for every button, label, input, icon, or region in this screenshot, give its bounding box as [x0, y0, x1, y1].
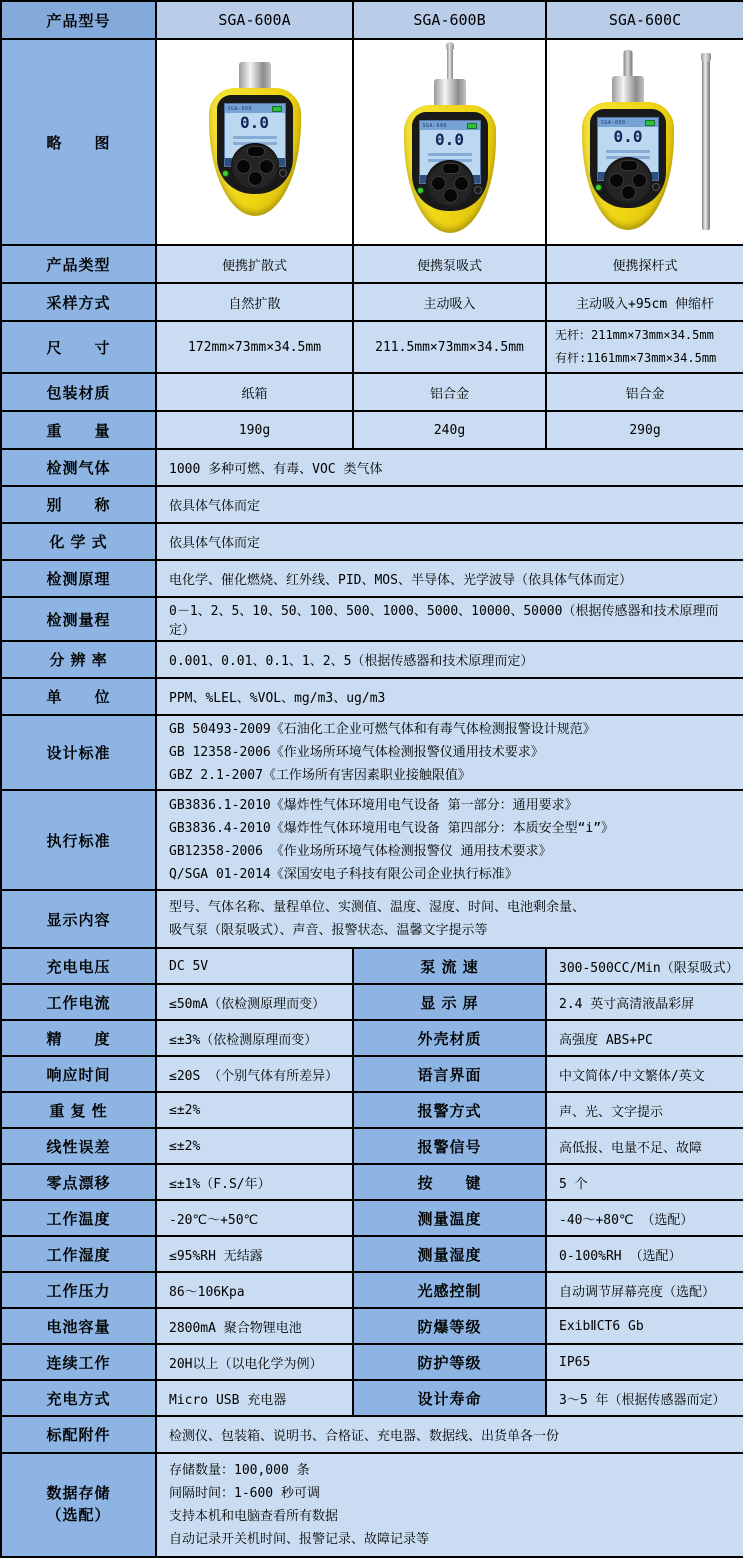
model-c-header: SGA-600C [546, 1, 743, 39]
screen-titlebar [420, 121, 480, 130]
battery-icon [467, 123, 477, 129]
data-storage-value [156, 1453, 743, 1557]
model-a-header: SGA-600A [156, 1, 353, 39]
linearity-error-value: ≤±2% [156, 1128, 353, 1164]
power-led [596, 185, 601, 190]
screen-title: SGA-600 [601, 119, 626, 126]
screen-textline [428, 153, 472, 156]
device-face [412, 112, 488, 211]
spec-pair-row [1, 1236, 743, 1272]
sampling-a: 自然扩散 [156, 283, 353, 321]
screen-reading: 0.0 [435, 130, 464, 149]
spec-pair-row [1, 1128, 743, 1164]
row-label: 化 学 式 [1, 523, 156, 560]
spec-pair-row [1, 1308, 743, 1344]
weight-row [1, 411, 743, 449]
row-label: 工作温度 [1, 1200, 156, 1236]
standard-line: GB12358-2006 《作业场所环境气体检测报警仪 通用技术要求》 [169, 844, 552, 859]
device-image-sga-600b [402, 41, 498, 233]
row-label: 检测原理 [1, 560, 156, 597]
alias-row [1, 486, 743, 523]
protection-grade-value: IP65 [546, 1344, 743, 1380]
display-line: 吸气泵（限泵吸式）、声音、报警状态、温馨文字提示等 [169, 923, 488, 938]
left-button [236, 159, 251, 174]
gas-value: 1000 多种可燃、有毒、VOC 类气体 [156, 449, 743, 486]
device-image-sga-600a [207, 58, 303, 216]
display-line: 型号、气体名称、量程单位、实测值、温度、湿度、时间、电池剩余量、 [169, 900, 586, 915]
display-screen-value: 2.4 英寸高清液晶彩屏 [546, 984, 743, 1020]
enter-button [248, 171, 263, 186]
row-label: 别 称 [1, 486, 156, 523]
power-button-icon [652, 183, 660, 191]
spec-pair-row [1, 1380, 743, 1416]
dimensions-c [546, 321, 743, 373]
storage-line: 存储数量：100,000 条 [169, 1463, 310, 1478]
storage-line: 支持本机和电脑查看所有数据 [169, 1509, 339, 1524]
device-face [217, 95, 293, 194]
spec-pair-row [1, 984, 743, 1020]
range-value: 0－1、2、5、10、50、100、500、1000、5000、10000、50000（根据传感器和技术原理而定） [156, 597, 743, 641]
row-label: 泵 流 速 [353, 948, 546, 984]
formula-row [1, 523, 743, 560]
accuracy-value: ≤±3%（依检测原理而变） [156, 1020, 353, 1056]
spec-pair-row [1, 1092, 743, 1128]
model-b-header: SGA-600B [353, 1, 546, 39]
standard-line: GBZ 2.1-2007《工作场所有害因素职业接触限值》 [169, 768, 471, 783]
sampling-c: 主动吸入+95cm 伸缩杆 [546, 283, 743, 321]
row-label: 精 度 [1, 1020, 156, 1056]
enter-button [443, 188, 458, 203]
row-label: 电池容量 [1, 1308, 156, 1344]
sketch-label: 略 图 [1, 39, 156, 245]
row-label: 防爆等级 [353, 1308, 546, 1344]
row-label: 显示内容 [1, 890, 156, 948]
sensor-cap [612, 76, 644, 104]
spec-pair-row [1, 1200, 743, 1236]
power-button-icon [474, 186, 482, 194]
resolution-value: 0.001、0.01、0.1、1、2、5（根据传感器和技术原理而定） [156, 641, 743, 678]
spec-pair-row [1, 1164, 743, 1200]
row-label: 重 量 [1, 411, 156, 449]
dimensions-a: 172mm×73mm×34.5mm [156, 321, 353, 373]
standard-line: GB 50493-2009《石油化工企业可燃气体和有毒气体检测报警设计规范》 [169, 722, 596, 737]
row-label: 采样方式 [1, 283, 156, 321]
working-temp-value: -20℃～+50℃ [156, 1200, 353, 1236]
dimensions-b: 211.5mm×73mm×34.5mm [353, 321, 546, 373]
standard-line: GB 12358-2006《作业场所环境气体检测报警仪通用技术要求》 [169, 745, 544, 760]
row-label: 显 示 屏 [353, 984, 546, 1020]
pump-speed-value: 300-500CC/Min（限泵吸式） [546, 948, 743, 984]
enter-button [621, 185, 636, 200]
unit-value: PPM、%LEL、%VOL、mg/m3、ug/m3 [156, 678, 743, 715]
working-current-value: ≤50mA（依检测原理而变） [156, 984, 353, 1020]
row-label: 光感控制 [353, 1272, 546, 1308]
sketch-cell-c [546, 39, 743, 245]
row-label: 工作湿度 [1, 1236, 156, 1272]
spec-pair-row [1, 1344, 743, 1380]
measure-temp-value: -40～+80℃ （选配） [546, 1200, 743, 1236]
keypad [604, 157, 652, 203]
left-button [431, 176, 446, 191]
alarm-signal-value: 高低报、电量不足、故障 [546, 1128, 743, 1164]
display-content-row [1, 890, 743, 948]
row-label: 线性误差 [1, 1128, 156, 1164]
exec-standard-row [1, 790, 743, 890]
row-label: 按 键 [353, 1164, 546, 1200]
packaging-c: 铝合金 [546, 373, 743, 411]
design-life-value: 3～5 年（根据传感器而定） [546, 1380, 743, 1416]
product-model-label: 产品型号 [1, 1, 156, 39]
dimensions-row [1, 321, 743, 373]
device-face [590, 109, 666, 208]
keys-value: 5 个 [546, 1164, 743, 1200]
spec-pair-row [1, 1272, 743, 1308]
screen-titlebar [598, 118, 658, 127]
design-standard-value [156, 715, 743, 790]
probe-tip [446, 42, 454, 49]
alarm-mode-value: 声、光、文字提示 [546, 1092, 743, 1128]
row-label: 包装材质 [1, 373, 156, 411]
battery-icon [272, 106, 282, 112]
packaging-row [1, 373, 743, 411]
right-button [259, 159, 274, 174]
storage-line: 自动记录开关机时间、报警记录、故障记录等 [169, 1532, 430, 1547]
row-label: 产品类型 [1, 245, 156, 283]
row-label: 外壳材质 [353, 1020, 546, 1056]
unit-row [1, 678, 743, 715]
accessories-row [1, 1416, 743, 1453]
row-label: 报警信号 [353, 1128, 546, 1164]
storage-label-line: （选配） [46, 1507, 111, 1524]
design-standard-row [1, 715, 743, 790]
row-label: 检测量程 [1, 597, 156, 641]
charge-mode-value: Micro USB 充电器 [156, 1380, 353, 1416]
keypad [231, 143, 279, 189]
power-led [418, 188, 423, 193]
row-label: 设计寿命 [353, 1380, 546, 1416]
range-row [1, 597, 743, 641]
row-label: 响应时间 [1, 1056, 156, 1092]
row-label: 工作电流 [1, 984, 156, 1020]
packaging-a: 纸箱 [156, 373, 353, 411]
row-label: 重 复 性 [1, 1092, 156, 1128]
weight-b: 240g [353, 411, 546, 449]
product-type-row [1, 245, 743, 283]
accessories-value: 检测仪、包装箱、说明书、合格证、充电器、数据线、出货单各一份 [156, 1416, 743, 1453]
screen-reading: 0.0 [613, 127, 643, 146]
principle-row [1, 560, 743, 597]
zero-drift-value: ≤±1%（F.S/年） [156, 1164, 353, 1200]
screen-reading: 0.0 [240, 113, 269, 132]
weight-c: 290g [546, 411, 743, 449]
menu-button [620, 160, 638, 171]
measure-humidity-value: 0-100%RH （选配） [546, 1236, 743, 1272]
row-label: 单 位 [1, 678, 156, 715]
storage-label-line: 数据存储 [46, 1485, 111, 1502]
screen-titlebar [225, 104, 285, 113]
continuous-work-value: 20H以上（以电化学为例） [156, 1344, 353, 1380]
formula-value: 依具体气体而定 [156, 523, 743, 560]
dimensions-c-no-rod: 无杆：211mm×73mm×34.5mm [555, 328, 714, 342]
principle-value: 电化学、催化燃烧、红外线、PID、MOS、半导体、光学波导（依具体气体而定） [156, 560, 743, 597]
sketch-cell-a [156, 39, 353, 245]
screen-textline [233, 136, 277, 139]
row-label: 充电方式 [1, 1380, 156, 1416]
right-button [454, 176, 469, 191]
rod-cap [701, 53, 711, 61]
response-time-value: ≤20S （个别气体有所差异） [156, 1056, 353, 1092]
row-label: 检测气体 [1, 449, 156, 486]
sensor-cap [239, 62, 271, 90]
working-humidity-value: ≤95%RH 无结露 [156, 1236, 353, 1272]
screen-title: SGA-600 [227, 105, 253, 112]
row-label: 测量湿度 [353, 1236, 546, 1272]
power-button-icon [279, 169, 287, 177]
row-label: 零点漂移 [1, 1164, 156, 1200]
product-type-a: 便携扩散式 [156, 245, 353, 283]
battery-icon [645, 120, 655, 126]
spec-pair-row [1, 1020, 743, 1056]
menu-button [247, 146, 265, 157]
telescopic-rod [702, 60, 710, 230]
row-label: 测量温度 [353, 1200, 546, 1236]
device-body [209, 88, 301, 216]
working-pressure-value: 86～106Kpa [156, 1272, 353, 1308]
sensor-cap [434, 79, 466, 107]
alias-value: 依具体气体而定 [156, 486, 743, 523]
menu-button [442, 163, 460, 174]
left-button [609, 173, 624, 188]
header-row [1, 1, 743, 39]
sketch-cell-b [353, 39, 546, 245]
row-label: 连续工作 [1, 1344, 156, 1380]
sketch-row [1, 39, 743, 245]
row-label: 标配附件 [1, 1416, 156, 1453]
row-label: 执行标准 [1, 790, 156, 890]
weight-a: 190g [156, 411, 353, 449]
data-storage-row [1, 1453, 743, 1557]
row-label: 尺 寸 [1, 321, 156, 373]
gas-row [1, 449, 743, 486]
language-value: 中文简体/中文繁体/英文 [546, 1056, 743, 1092]
battery-capacity-value: 2800mA 聚合物锂电池 [156, 1308, 353, 1344]
screen-title: SGA-600 [422, 122, 448, 129]
shell-material-value: 高强度 ABS+PC [546, 1020, 743, 1056]
spec-pair-row [1, 948, 743, 984]
pump-probe [447, 49, 453, 83]
packaging-b: 铝合金 [353, 373, 546, 411]
row-label: 设计标准 [1, 715, 156, 790]
device-image-sga-600c [580, 44, 676, 230]
dimensions-c-with-rod: 有杆:1161mm×73mm×34.5mm [555, 351, 717, 365]
row-label: 分 辨 率 [1, 641, 156, 678]
exec-standard-value [156, 790, 743, 890]
screen-textline [606, 150, 650, 153]
product-type-c: 便携探杆式 [546, 245, 743, 283]
explosion-proof-value: ExibⅡCT6 Gb [546, 1308, 743, 1344]
row-label: 语言界面 [353, 1056, 546, 1092]
row-label: 充电电压 [1, 948, 156, 984]
charge-voltage-value: DC 5V [156, 948, 353, 984]
sampling-row [1, 283, 743, 321]
sampling-b: 主动吸入 [353, 283, 546, 321]
display-content-value [156, 890, 743, 948]
spec-pair-row [1, 1056, 743, 1092]
device-body [404, 105, 496, 233]
right-button [632, 173, 647, 188]
product-type-b: 便携泵吸式 [353, 245, 546, 283]
standard-line: Q/SGA 01-2014《深国安电子科技有限公司企业执行标准》 [169, 867, 518, 882]
keypad [426, 160, 474, 206]
light-control-value: 自动调节屏幕亮度（选配） [546, 1272, 743, 1308]
power-led [223, 171, 228, 176]
row-label: 报警方式 [353, 1092, 546, 1128]
storage-line: 间隔时间：1-600 秒可调 [169, 1486, 320, 1501]
device-body [582, 102, 674, 230]
standard-line: GB3836.4-2010《爆炸性气体环境用电气设备 第四部分：本质安全型“i”》 [169, 821, 615, 836]
row-label: 防护等级 [353, 1344, 546, 1380]
row-label: 工作压力 [1, 1272, 156, 1308]
repeatability-value: ≤±2% [156, 1092, 353, 1128]
resolution-row [1, 641, 743, 678]
standard-line: GB3836.1-2010《爆炸性气体环境用电气设备 第一部分：通用要求》 [169, 798, 578, 813]
row-label [1, 1453, 156, 1557]
